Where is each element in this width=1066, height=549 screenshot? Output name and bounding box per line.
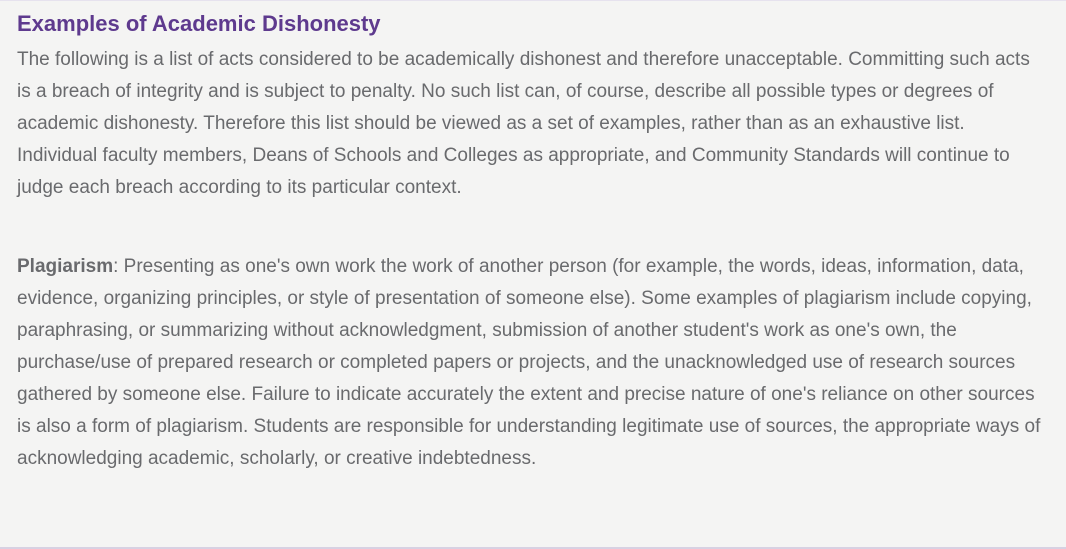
plagiarism-term: Plagiarism <box>17 256 114 277</box>
plagiarism-paragraph <box>17 251 1041 475</box>
plagiarism-definition: : Presenting as one's own work the work of another person (for example, the words, ideas, information, data, evidence, organizing principles, or style of presentation of someone else). Some examples of plagiarism include copying, paraphrasing, or summarizing without acknowledgment, submission of another student's work as one's own, the purchase/use of prepared research or completed papers or projects, and the unacknowledged use of research sources gathered by someone else. Failure to indicate accurately the extent and precise nature of one's reliance on other sources is also a form of plagiarism. Students are responsible for understanding legitimate use of sources, the appropriate ways of acknowledging academic, scholarly, or creative indebtedness. <box>17 256 1041 469</box>
intro-paragraph: The following is a list of acts considered to be academically dishonest and therefore unacceptable. Committing such acts is a breach of integrity and is subject to penalty. No such list can, of course, describe all possible types or degrees of academic dishonesty. Therefore this list should be viewed as a set of examples, rather than as an exhaustive list. Individual faculty members, Deans of Schools and Colleges as appropriate, and Community Standards will continue to judge each breach according to its particular context. <box>17 49 1030 198</box>
section-heading: Examples of Academic Dishonesty <box>17 11 381 36</box>
